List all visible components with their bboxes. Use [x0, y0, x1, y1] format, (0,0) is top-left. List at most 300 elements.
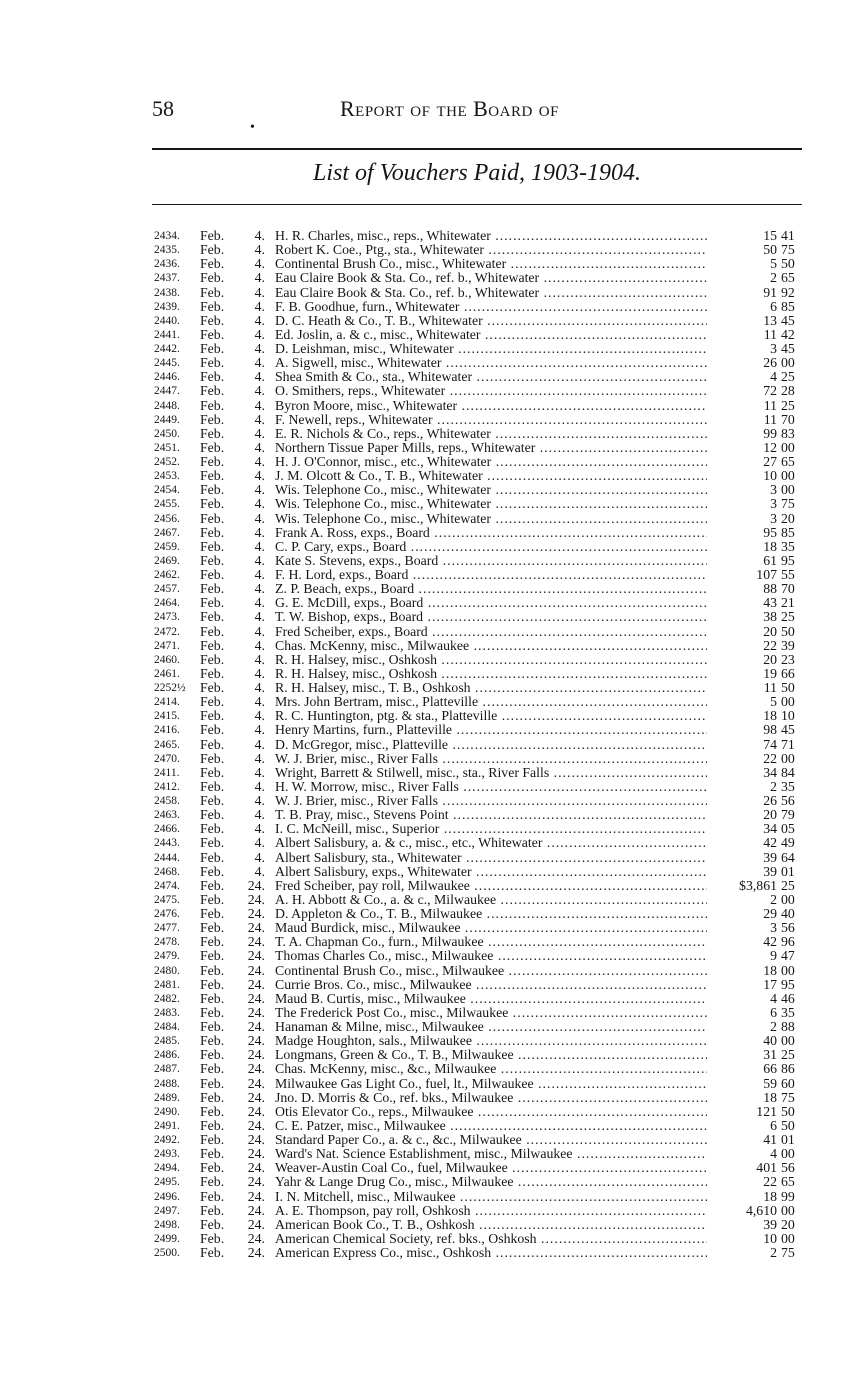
- voucher-dollars: 39: [763, 849, 777, 865]
- voucher-month: Feb.: [200, 496, 225, 512]
- voucher-cents: 79: [781, 807, 795, 823]
- voucher-number: 2452.: [154, 456, 180, 468]
- voucher-dollars: 66: [763, 1061, 777, 1077]
- voucher-row: [0, 752, 862, 766]
- voucher-cents: 00: [781, 482, 795, 498]
- voucher-description: Fred Scheiber, pay roll, Milwaukee .....: [275, 879, 707, 893]
- voucher-row: [0, 1006, 862, 1020]
- voucher-dollars: 3: [770, 920, 777, 936]
- voucher-description: Eau Claire Book & Sta. Co., ref. b., Whitewater .....: [275, 286, 707, 300]
- voucher-description: Henry Martins, furn., Platteville .....: [275, 723, 707, 737]
- voucher-day: 4.: [254, 609, 265, 625]
- voucher-day: 4.: [254, 341, 265, 356]
- voucher-row: [0, 639, 862, 653]
- voucher-row: [0, 328, 862, 342]
- voucher-day: 24.: [247, 1216, 265, 1232]
- voucher-number: 2442.: [154, 343, 180, 355]
- voucher-cents: 00: [781, 694, 795, 710]
- voucher-month: Feb.: [200, 1216, 225, 1232]
- voucher-day: 4.: [254, 708, 265, 724]
- voucher-row: [0, 681, 862, 695]
- voucher-day: 4.: [254, 425, 265, 441]
- voucher-month: Feb.: [200, 736, 225, 752]
- voucher-cents: 45: [781, 312, 795, 328]
- voucher-number: 2484.: [154, 1021, 180, 1033]
- voucher-cents: 64: [781, 849, 795, 865]
- voucher-day: 24.: [247, 920, 265, 936]
- voucher-description: D. Appleton & Co., T. B., Milwaukee .....: [275, 907, 707, 921]
- voucher-row: [0, 512, 862, 526]
- voucher-month: Feb.: [200, 482, 225, 498]
- printer-dot: •: [250, 120, 255, 135]
- header-rule: [152, 148, 802, 150]
- voucher-month: Feb.: [200, 242, 225, 258]
- voucher-day: 24.: [247, 1103, 265, 1119]
- voucher-day: 24.: [247, 962, 265, 978]
- voucher-row: [0, 865, 862, 879]
- voucher-month: Feb.: [200, 1188, 225, 1204]
- voucher-cents: 88: [781, 1019, 795, 1034]
- voucher-cents: 50: [781, 1117, 795, 1133]
- voucher-day: 4.: [254, 637, 265, 653]
- voucher-description: Shea Smith & Co., sta., Whitewater .....: [275, 370, 707, 384]
- voucher-cents: 56: [781, 1160, 795, 1176]
- voucher-cents: 84: [781, 764, 795, 780]
- voucher-dollars: 20: [763, 807, 777, 823]
- voucher-row: [0, 1119, 862, 1133]
- voucher-row: [0, 794, 862, 808]
- voucher-description: D. C. Heath & Co., T. B., Whitewater .....: [275, 314, 707, 328]
- voucher-description: American Express Co., misc., Oshkosh .....: [275, 1246, 707, 1260]
- voucher-description: Continental Brush Co., misc., Milwaukee .....: [275, 964, 707, 978]
- voucher-cents: 86: [781, 1061, 795, 1077]
- voucher-description: F. Newell, reps., Whitewater .....: [275, 413, 707, 427]
- voucher-day: 4.: [254, 284, 265, 300]
- voucher-day: 4.: [254, 595, 265, 611]
- voucher-dollars: 26: [763, 793, 777, 808]
- voucher-cents: 66: [781, 665, 795, 681]
- voucher-description: A. H. Abbott & Co., a. & c., Milwaukee .....: [275, 893, 707, 907]
- voucher-day: 4.: [254, 567, 265, 582]
- voucher-day: 24.: [247, 948, 265, 964]
- voucher-description: American Chemical Society, ref. bks., Oshkosh .....: [275, 1232, 707, 1246]
- voucher-cents: 55: [781, 567, 795, 582]
- voucher-month: Feb.: [200, 1103, 225, 1119]
- voucher-month: Feb.: [200, 397, 225, 413]
- voucher-day: 24.: [247, 1004, 265, 1020]
- voucher-number: 2469.: [154, 554, 180, 567]
- voucher-number: 2411.: [154, 766, 180, 779]
- voucher-month: Feb.: [200, 948, 225, 964]
- voucher-dollars: 26: [763, 355, 777, 371]
- voucher-cents: 20: [781, 1216, 795, 1232]
- voucher-cents: 28: [781, 383, 795, 399]
- voucher-dollars: 98: [763, 722, 777, 738]
- voucher-month: Feb.: [200, 835, 225, 851]
- voucher-number: 2499.: [154, 1232, 180, 1245]
- voucher-month: Feb.: [200, 524, 225, 540]
- voucher-number: 2455.: [154, 498, 180, 511]
- voucher-row: [0, 653, 862, 667]
- voucher-number: 2467.: [154, 526, 180, 539]
- voucher-dollars: 17: [763, 976, 777, 992]
- voucher-number: 2451.: [154, 441, 180, 454]
- voucher-description: R. H. Halsey, misc., Oshkosh .....: [275, 653, 707, 667]
- voucher-row: [0, 1077, 862, 1091]
- voucher-row: [0, 1232, 862, 1246]
- voucher-cents: 70: [781, 581, 795, 597]
- voucher-month: Feb.: [200, 962, 225, 978]
- voucher-description: R. H. Halsey, misc., Oshkosh .....: [275, 667, 707, 681]
- voucher-number: 2434.: [154, 230, 180, 242]
- voucher-description: T. W. Bishop, exps., Board .....: [275, 610, 707, 624]
- voucher-dollars: 6: [770, 298, 777, 314]
- voucher-row: [0, 1175, 862, 1189]
- running-title: Report of the Board of: [340, 96, 559, 121]
- voucher-row: [0, 300, 862, 314]
- voucher-number: 2488.: [154, 1077, 180, 1090]
- voucher-day: 4.: [254, 369, 265, 385]
- voucher-cents: 75: [781, 242, 795, 258]
- voucher-month: Feb.: [200, 906, 225, 921]
- voucher-dollars: 59: [763, 1075, 777, 1091]
- voucher-number: 2456.: [154, 512, 180, 525]
- voucher-number: 2453.: [154, 470, 180, 483]
- voucher-row: [0, 610, 862, 624]
- voucher-month: Feb.: [200, 764, 225, 780]
- voucher-month: Feb.: [200, 256, 225, 272]
- voucher-row: [0, 384, 862, 398]
- voucher-day: 4.: [254, 821, 265, 837]
- voucher-cents: 00: [781, 962, 795, 978]
- voucher-month: Feb.: [200, 637, 225, 653]
- page-number: 58: [152, 96, 174, 121]
- voucher-month: Feb.: [200, 341, 225, 356]
- voucher-cents: 70: [781, 411, 795, 427]
- voucher-dollars: 34: [763, 821, 777, 837]
- voucher-dollars: 4: [770, 990, 777, 1006]
- voucher-dollars: 6: [770, 1004, 777, 1020]
- voucher-cents: 35: [781, 538, 795, 554]
- voucher-dollars: 18: [763, 1188, 777, 1204]
- voucher-description: J. M. Olcott & Co., T. B., Whitewater .....: [275, 469, 707, 483]
- voucher-month: Feb.: [200, 1174, 225, 1190]
- voucher-number: 2450.: [154, 427, 180, 440]
- voucher-number: 2497.: [154, 1204, 180, 1217]
- voucher-cents: 71: [781, 736, 795, 752]
- voucher-description: E. R. Nichols & Co., reps., Whitewater .....: [275, 427, 707, 441]
- voucher-cents: 45: [781, 341, 795, 356]
- voucher-day: 4.: [254, 312, 265, 328]
- voucher-month: Feb.: [200, 976, 225, 992]
- voucher-month: Feb.: [200, 1202, 225, 1218]
- voucher-number: 2477.: [154, 922, 180, 935]
- voucher-month: Feb.: [200, 312, 225, 328]
- voucher-dollars: 10: [763, 468, 777, 484]
- voucher-day: 4.: [254, 552, 265, 568]
- voucher-number: 2482.: [154, 992, 180, 1005]
- title-rule: [152, 204, 802, 205]
- voucher-dollars: 74: [763, 736, 777, 752]
- voucher-number: 2462.: [154, 569, 180, 581]
- voucher-row: [0, 978, 862, 992]
- voucher-cents: 50: [781, 680, 795, 695]
- voucher-day: 24.: [247, 1075, 265, 1091]
- voucher-cents: 00: [781, 1230, 795, 1246]
- voucher-description: R. C. Huntington, ptg. & sta., Platteville .....: [275, 709, 707, 723]
- voucher-description: Northern Tissue Paper Mills, reps., Whitewater .....: [275, 441, 707, 455]
- voucher-cents: 25: [781, 397, 795, 413]
- voucher-dollars: 50: [763, 242, 777, 258]
- voucher-dollars: 88: [763, 581, 777, 597]
- list-title: List of Vouchers Paid, 1903-1904.: [313, 160, 641, 186]
- voucher-description: Hanaman & Milne, misc., Milwaukee .....: [275, 1020, 707, 1034]
- voucher-row: [0, 1133, 862, 1147]
- voucher-description: Standard Paper Co., a. & c., &c., Milwaukee .....: [275, 1133, 707, 1147]
- voucher-cents: 01: [781, 863, 795, 879]
- voucher-dollars: 40: [763, 1033, 777, 1049]
- voucher-cents: 23: [781, 651, 795, 667]
- voucher-month: Feb.: [200, 270, 225, 286]
- voucher-description: Thomas Charles Co., misc., Milwaukee .....: [275, 949, 707, 963]
- voucher-day: 4.: [254, 581, 265, 597]
- voucher-day: 24.: [247, 1146, 265, 1162]
- voucher-cents: 00: [781, 891, 795, 907]
- voucher-dollars: 401: [756, 1160, 777, 1176]
- voucher-row: [0, 554, 862, 568]
- voucher-description: Byron Moore, misc., Whitewater .....: [275, 399, 707, 413]
- voucher-number: 2493.: [154, 1148, 180, 1161]
- voucher-cents: 01: [781, 1132, 795, 1147]
- voucher-dollars: 43: [763, 595, 777, 611]
- voucher-month: Feb.: [200, 355, 225, 371]
- voucher-row: [0, 879, 862, 893]
- voucher-day: 24.: [247, 1202, 265, 1218]
- voucher-description: Ed. Joslin, a. & c., misc., Whitewater .....: [275, 328, 707, 342]
- voucher-cents: 47: [781, 948, 795, 964]
- voucher-cents: 95: [781, 552, 795, 568]
- voucher-month: Feb.: [200, 1132, 225, 1147]
- voucher-dollars: 2: [770, 1245, 777, 1260]
- voucher-dollars: 11: [763, 411, 777, 427]
- voucher-dollars: 18: [763, 708, 777, 724]
- voucher-cents: 25: [781, 1047, 795, 1063]
- voucher-row: [0, 766, 862, 780]
- voucher-description: Jno. D. Morris & Co., ref. bks., Milwaukee .....: [275, 1091, 707, 1105]
- voucher-dollars: 4: [770, 1146, 777, 1162]
- voucher-month: Feb.: [200, 891, 225, 907]
- voucher-description: F. B. Goodhue, furn., Whitewater .....: [275, 300, 707, 314]
- voucher-row: [0, 992, 862, 1006]
- voucher-number: 2466.: [154, 823, 180, 836]
- voucher-cents: 75: [781, 1245, 795, 1260]
- voucher-day: 4.: [254, 496, 265, 512]
- voucher-row: [0, 1062, 862, 1076]
- voucher-description: F. H. Lord, exps., Board .....: [275, 568, 707, 582]
- voucher-row: [0, 257, 862, 271]
- voucher-row: [0, 1034, 862, 1048]
- voucher-day: 4.: [254, 439, 265, 455]
- voucher-description: Weaver-Austin Coal Co., fuel, Milwaukee .....: [275, 1161, 707, 1175]
- voucher-dollars: 42: [763, 835, 777, 851]
- voucher-month: Feb.: [200, 694, 225, 710]
- voucher-row: [0, 413, 862, 427]
- voucher-number: 2454.: [154, 484, 180, 497]
- voucher-number: 2416.: [154, 724, 180, 737]
- voucher-description: Ward's Nat. Science Establishment, misc., Milwaukee .....: [275, 1147, 707, 1161]
- voucher-dollars: 3: [770, 341, 777, 356]
- voucher-number: 2252½: [154, 682, 186, 694]
- voucher-day: 4.: [254, 411, 265, 427]
- voucher-number: 2476.: [154, 908, 180, 920]
- voucher-day: 4.: [254, 270, 265, 286]
- voucher-month: Feb.: [200, 708, 225, 724]
- voucher-row: [0, 851, 862, 865]
- voucher-month: Feb.: [200, 609, 225, 625]
- voucher-dollars: 18: [763, 538, 777, 554]
- voucher-description: Fred Scheiber, exps., Board .....: [275, 625, 707, 639]
- voucher-row: [0, 399, 862, 413]
- voucher-number: 2491.: [154, 1119, 180, 1132]
- voucher-dollars: 13: [763, 312, 777, 328]
- voucher-row: [0, 427, 862, 441]
- voucher-month: Feb.: [200, 425, 225, 441]
- voucher-dollars: 99: [763, 425, 777, 441]
- voucher-cents: 56: [781, 793, 795, 808]
- voucher-day: 4.: [254, 694, 265, 710]
- voucher-month: Feb.: [200, 1146, 225, 1162]
- voucher-row: [0, 1020, 862, 1034]
- voucher-month: Feb.: [200, 623, 225, 639]
- voucher-description: D. McGregor, misc., Platteville .....: [275, 738, 707, 752]
- voucher-row: [0, 286, 862, 300]
- voucher-month: Feb.: [200, 1019, 225, 1034]
- voucher-day: 24.: [247, 1019, 265, 1034]
- voucher-description: Frank A. Ross, exps., Board .....: [275, 526, 707, 540]
- voucher-day: 4.: [254, 750, 265, 766]
- voucher-row: [0, 695, 862, 709]
- voucher-dollars: 72: [763, 383, 777, 399]
- voucher-day: 4.: [254, 524, 265, 540]
- voucher-row: [0, 1147, 862, 1161]
- voucher-dollars: 3: [770, 510, 777, 526]
- voucher-row: [0, 1246, 862, 1260]
- voucher-number: 2494.: [154, 1162, 180, 1175]
- voucher-row: [0, 1190, 862, 1204]
- voucher-dollars: 2: [770, 891, 777, 907]
- voucher-month: Feb.: [200, 369, 225, 385]
- voucher-description: Longmans, Green & Co., T. B., Milwaukee .....: [275, 1048, 707, 1062]
- voucher-day: 4.: [254, 807, 265, 823]
- voucher-day: 4.: [254, 835, 265, 851]
- voucher-row: [0, 370, 862, 384]
- voucher-cents: 65: [781, 1174, 795, 1190]
- voucher-dollars: 31: [763, 1047, 777, 1063]
- voucher-row: [0, 935, 862, 949]
- voucher-row: [0, 1204, 862, 1218]
- voucher-row: [0, 1161, 862, 1175]
- voucher-day: 24.: [247, 990, 265, 1006]
- voucher-description: W. J. Brier, misc., River Falls .....: [275, 794, 707, 808]
- voucher-dollars: 11: [763, 326, 777, 342]
- voucher-day: 4.: [254, 397, 265, 413]
- voucher-month: Feb.: [200, 1075, 225, 1091]
- voucher-cents: 00: [781, 1033, 795, 1049]
- voucher-dollars: 39: [763, 863, 777, 879]
- voucher-description: Robert K. Coe., Ptg., sta., Whitewater .....: [275, 243, 707, 257]
- voucher-row: [0, 709, 862, 723]
- voucher-dollars: 22: [763, 1174, 777, 1190]
- voucher-description: A. E. Thompson, pay roll, Oshkosh .....: [275, 1204, 707, 1218]
- voucher-row: [0, 271, 862, 285]
- voucher-dollars: 15: [763, 228, 777, 243]
- voucher-cents: 39: [781, 637, 795, 653]
- voucher-month: Feb.: [200, 722, 225, 738]
- voucher-number: 2490.: [154, 1105, 180, 1118]
- voucher-cents: 00: [781, 750, 795, 766]
- voucher-dollars: 20: [763, 651, 777, 667]
- voucher-cents: 00: [781, 355, 795, 371]
- voucher-month: Feb.: [200, 807, 225, 823]
- voucher-cents: 35: [781, 778, 795, 794]
- voucher-cents: 50: [781, 623, 795, 639]
- voucher-month: Feb.: [200, 510, 225, 526]
- voucher-month: Feb.: [200, 411, 225, 427]
- voucher-row: [0, 667, 862, 681]
- voucher-number: 2435.: [154, 244, 180, 257]
- voucher-number: 2468.: [154, 865, 180, 878]
- voucher-number: 2478.: [154, 936, 180, 949]
- voucher-cents: 00: [781, 1202, 795, 1218]
- voucher-day: 4.: [254, 468, 265, 484]
- voucher-row: [0, 836, 862, 850]
- voucher-day: 4.: [254, 623, 265, 639]
- voucher-month: Feb.: [200, 778, 225, 794]
- voucher-day: 4.: [254, 228, 265, 243]
- voucher-cents: 10: [781, 708, 795, 724]
- voucher-description: Milwaukee Gas Light Co., fuel, lt., Milwaukee .....: [275, 1077, 707, 1091]
- voucher-dollars: 2: [770, 270, 777, 286]
- voucher-row: [0, 738, 862, 752]
- voucher-number: 2475.: [154, 893, 180, 906]
- voucher-description: H. W. Morrow, misc., River Falls .....: [275, 780, 707, 794]
- voucher-description: Wis. Telephone Co., misc., Whitewater .....: [275, 512, 707, 526]
- voucher-day: 24.: [247, 1245, 265, 1260]
- voucher-cents: 20: [781, 510, 795, 526]
- voucher-dollars: 3: [770, 496, 777, 512]
- voucher-day: 24.: [247, 1033, 265, 1049]
- voucher-day: 24.: [247, 1132, 265, 1147]
- voucher-dollars: 38: [763, 609, 777, 625]
- voucher-number: 2447.: [154, 385, 180, 398]
- voucher-description: Mrs. John Bertram, misc., Platteville .....: [275, 695, 707, 709]
- voucher-dollars: 2: [770, 778, 777, 794]
- voucher-row: [0, 822, 862, 836]
- voucher-description: Chas. McKenny, misc., &c., Milwaukee .....: [275, 1062, 707, 1076]
- voucher-month: Feb.: [200, 849, 225, 865]
- voucher-row: [0, 483, 862, 497]
- voucher-description: Wis. Telephone Co., misc., Whitewater .....: [275, 497, 707, 511]
- voucher-row: [0, 964, 862, 978]
- voucher-row: [0, 1048, 862, 1062]
- voucher-month: Feb.: [200, 793, 225, 808]
- voucher-cents: 83: [781, 425, 795, 441]
- voucher-day: 24.: [247, 1047, 265, 1063]
- voucher-day: 4.: [254, 383, 265, 399]
- voucher-description: Albert Salisbury, sta., Whitewater .....: [275, 851, 707, 865]
- voucher-day: 4.: [254, 326, 265, 342]
- voucher-dollars: $3,861: [739, 877, 777, 893]
